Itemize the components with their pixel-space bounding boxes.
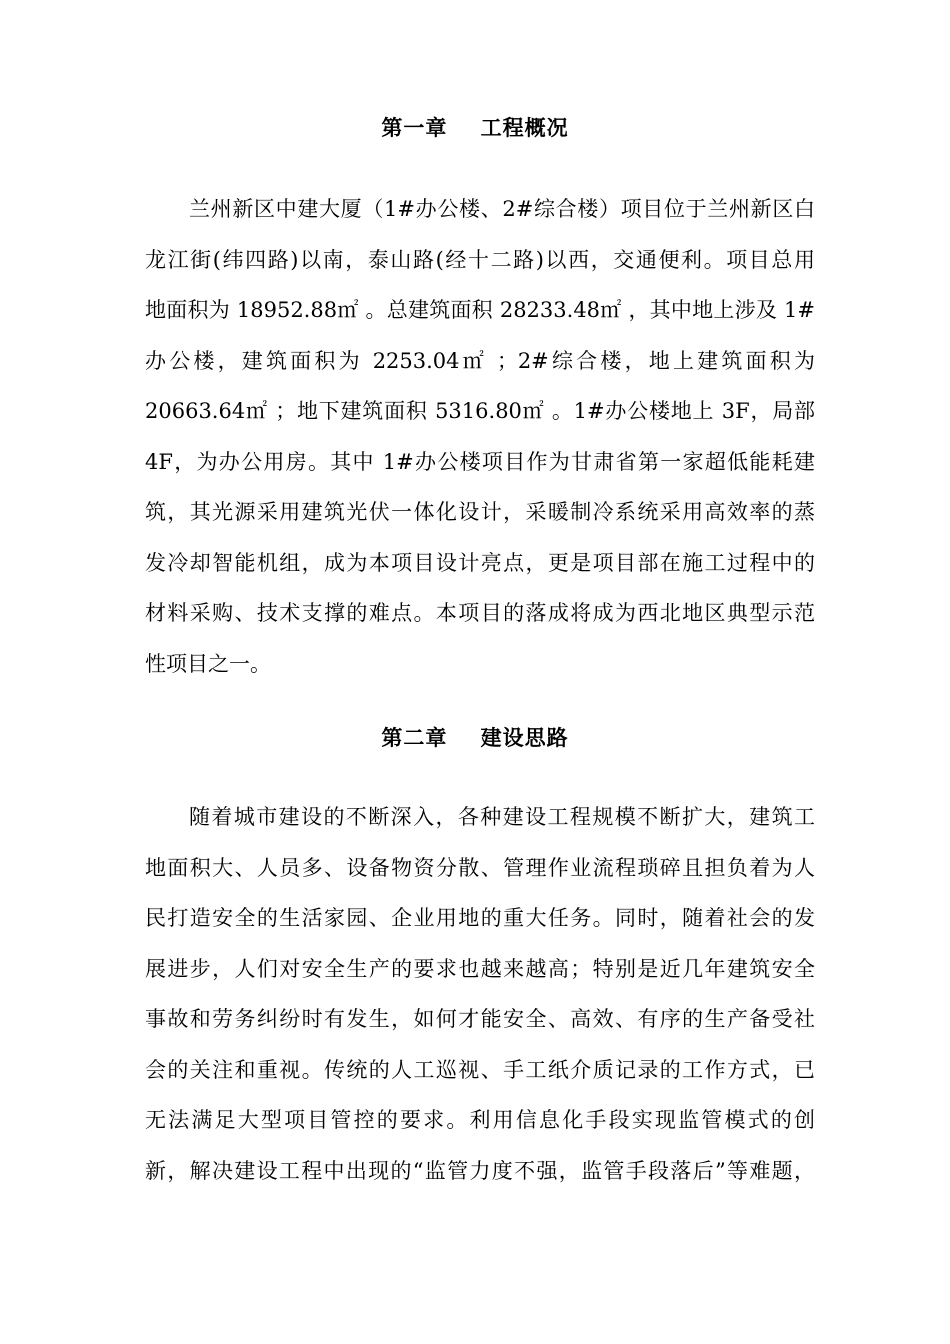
paragraph-line: 展进步，人们对安全生产的要求也越来越高；特别是近几年建筑安全 bbox=[145, 956, 815, 981]
paragraph-line: 材料采购、技术支撑的难点。本项目的落成将成为西北地区典型示范 bbox=[145, 601, 815, 625]
paragraph-line: 新，解决建设工程中出现的“监管力度不强，监管手段落后”等难题， bbox=[145, 1158, 815, 1183]
paragraph-line: 随着城市建设的不断深入，各种建设工程规模不断扩大，建筑工 bbox=[189, 805, 815, 829]
paragraph-line: 4F，为办公用房。其中 1#办公楼项目作为甘肃省第一家超低能耗建 bbox=[145, 449, 815, 474]
paragraph-line: 办公楼，建筑面积为 2253.04㎡ ；2#综合楼，地上建筑面积为 bbox=[145, 348, 815, 373]
paragraph-line: 无法满足大型项目管控的要求。利用信息化手段实现监管模式的创 bbox=[145, 1108, 815, 1132]
paragraph-line: 地面积大、人员多、设备物资分散、管理作业流程琐碎且担负着为人 bbox=[145, 855, 815, 880]
paragraph-line: 会的关注和重视。传统的人工巡视、手工纸介质记录的工作方式，已 bbox=[145, 1057, 815, 1082]
paragraph-line: 筑，其光源采用建筑光伏一体化设计，采暖制冷系统采用高效率的蒸 bbox=[145, 500, 815, 524]
chapter-2-title: 第二章 建设思路 bbox=[381, 726, 569, 750]
chapter-2-paragraph bbox=[145, 800, 815, 1204]
paragraph-line: 民打造安全的生活家园、企业用地的重大任务。同时，随着社会的发 bbox=[145, 906, 815, 930]
paragraph-line: 事故和劳务纠纷时有发生，如何才能安全、高效、有序的生产备受社 bbox=[145, 1007, 815, 1031]
paragraph-line: 龙江街(纬四路)以南，泰山路(经十二路)以西，交通便利。项目总用 bbox=[145, 247, 815, 272]
chapter-1-title: 第一章 工程概况 bbox=[381, 116, 569, 140]
paragraph-line: 性项目之一。 bbox=[145, 651, 271, 676]
paragraph-line: 兰州新区中建大厦（1#办公楼、2#综合楼）项目位于兰州新区白 bbox=[189, 197, 815, 221]
chapter-1-paragraph bbox=[145, 192, 815, 697]
paragraph-line: 发冷却智能机组，成为本项目设计亮点，更是项目部在施工过程中的 bbox=[145, 550, 815, 575]
paragraph-line: 地面积为 18952.88㎡ 。总建筑面积 28233.48㎡ ，其中地上涉及 1# bbox=[145, 298, 815, 322]
paragraph-line: 20663.64㎡ ；地下建筑面积 5316.80㎡ 。1#办公楼地上 3F，局部 bbox=[145, 399, 815, 423]
